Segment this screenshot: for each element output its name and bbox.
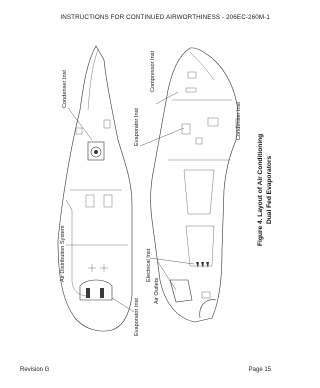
callout-electrical-inst: Electrical Inst <box>146 248 152 282</box>
page-header-title: INSTRUCTIONS FOR CONTINUED AIRWORTHINESS - 206EC-260M-1 <box>60 14 270 21</box>
figure-caption-line1: Figure 4. Layout of Air Conditioning <box>257 133 264 246</box>
callout-condenser-inst-top: Condenser Inst <box>62 70 68 108</box>
callout-air-outlets: Air Outlets <box>154 277 160 304</box>
footer-revision: Revision G <box>20 367 50 373</box>
footer-page-number: Page 15 <box>248 367 271 373</box>
callout-evaporator-inst-left: Evaporator Inst <box>134 298 140 336</box>
callout-compressor-inst: Compressor Inst <box>150 50 156 92</box>
callout-condenser-inst-right: Condenser Inst <box>236 102 242 140</box>
figure-caption-line2: Dual Fed Evaporators <box>266 155 273 224</box>
callout-evaporator-inst-mid: Evaporator Inst <box>134 108 140 146</box>
callout-air-distribution-system: Air Distribution System <box>60 225 66 282</box>
side-view-fuselage <box>151 48 238 322</box>
top-view-fuselage <box>58 46 132 331</box>
